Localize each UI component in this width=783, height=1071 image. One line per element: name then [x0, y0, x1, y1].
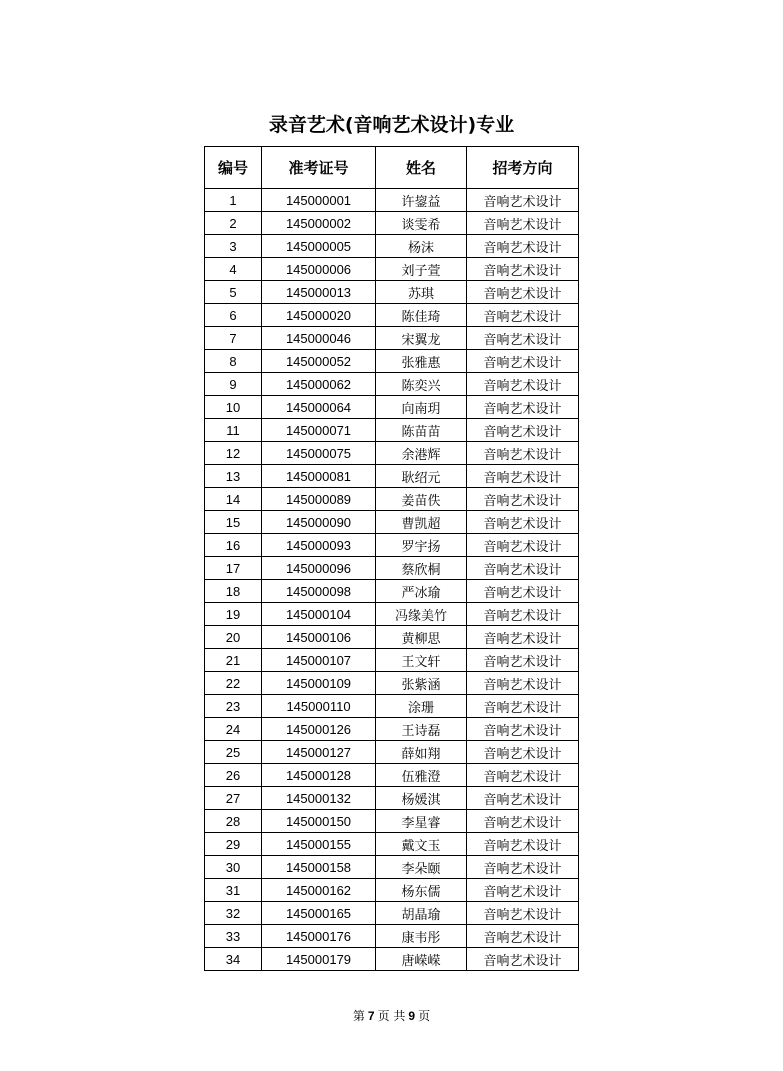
ticket-number: 145000093: [262, 534, 376, 557]
candidate-name: 黄柳思: [376, 626, 467, 649]
ticket-number: 145000158: [262, 856, 376, 879]
row-number: 4: [205, 258, 262, 281]
row-number: 9: [205, 373, 262, 396]
ticket-number: 145000155: [262, 833, 376, 856]
ticket-number: 145000081: [262, 465, 376, 488]
row-number: 7: [205, 327, 262, 350]
row-number: 29: [205, 833, 262, 856]
ticket-number: 145000052: [262, 350, 376, 373]
candidate-name: 蔡欣桐: [376, 557, 467, 580]
candidate-name: 陈奕兴: [376, 373, 467, 396]
row-number: 14: [205, 488, 262, 511]
footer-middle: 页 共: [377, 1009, 406, 1023]
ticket-number: 145000013: [262, 281, 376, 304]
row-number: 19: [205, 603, 262, 626]
row-number: 20: [205, 626, 262, 649]
exam-direction: 音响艺术设计: [467, 442, 579, 465]
ticket-number: 145000089: [262, 488, 376, 511]
ticket-number: 145000106: [262, 626, 376, 649]
row-number: 17: [205, 557, 262, 580]
candidate-name: 向南玥: [376, 396, 467, 419]
exam-direction: 音响艺术设计: [467, 810, 579, 833]
candidate-name: 宋翼龙: [376, 327, 467, 350]
row-number: 16: [205, 534, 262, 557]
exam-direction: 音响艺术设计: [467, 925, 579, 948]
table-row: [205, 810, 579, 833]
page-title: 录音艺术(音响艺术设计)专业: [268, 114, 515, 136]
exam-direction: 音响艺术设计: [467, 603, 579, 626]
ticket-number: 145000107: [262, 649, 376, 672]
table-row: [205, 856, 579, 879]
exam-direction: 音响艺术设计: [467, 764, 579, 787]
candidate-name: 罗宇扬: [376, 534, 467, 557]
exam-direction: 音响艺术设计: [467, 557, 579, 580]
candidate-name: 曹凯超: [376, 511, 467, 534]
exam-direction: 音响艺术设计: [467, 787, 579, 810]
admission-table: [204, 146, 579, 971]
row-number: 26: [205, 764, 262, 787]
exam-direction: 音响艺术设计: [467, 902, 579, 925]
exam-direction: 音响艺术设计: [467, 649, 579, 672]
exam-direction: 音响艺术设计: [467, 948, 579, 971]
table-row: [205, 879, 579, 902]
exam-direction: 音响艺术设计: [467, 488, 579, 511]
table-row: [205, 419, 579, 442]
table-row: [205, 189, 579, 212]
exam-direction: 音响艺术设计: [467, 879, 579, 902]
exam-direction: 音响艺术设计: [467, 304, 579, 327]
row-number: 12: [205, 442, 262, 465]
row-number: 30: [205, 856, 262, 879]
table-row: [205, 258, 579, 281]
table-row: [205, 787, 579, 810]
candidate-name: 涂珊: [376, 695, 467, 718]
header-direction: 招考方向: [467, 147, 579, 189]
table-row: [205, 718, 579, 741]
table-row: [205, 350, 579, 373]
table-row: [205, 741, 579, 764]
exam-direction: 音响艺术设计: [467, 189, 579, 212]
candidate-name: 余港辉: [376, 442, 467, 465]
row-number: 2: [205, 212, 262, 235]
exam-direction: 音响艺术设计: [467, 235, 579, 258]
candidate-name: 谈雯希: [376, 212, 467, 235]
ticket-number: 145000150: [262, 810, 376, 833]
table-row: [205, 695, 579, 718]
candidate-name: 张紫涵: [376, 672, 467, 695]
row-number: 27: [205, 787, 262, 810]
ticket-number: 145000062: [262, 373, 376, 396]
exam-direction: 音响艺术设计: [467, 856, 579, 879]
exam-direction: 音响艺术设计: [467, 373, 579, 396]
header-ticket-number: 准考证号: [262, 147, 376, 189]
table-row: [205, 902, 579, 925]
exam-direction: 音响艺术设计: [467, 534, 579, 557]
exam-direction: 音响艺术设计: [467, 396, 579, 419]
table-row: [205, 948, 579, 971]
row-number: 25: [205, 741, 262, 764]
table-row: [205, 764, 579, 787]
table-row: [205, 557, 579, 580]
candidate-name: 王文轩: [376, 649, 467, 672]
table-row: [205, 603, 579, 626]
exam-direction: 音响艺术设计: [467, 672, 579, 695]
table-row: [205, 327, 579, 350]
ticket-number: 145000071: [262, 419, 376, 442]
candidate-name: 戴文玉: [376, 833, 467, 856]
exam-direction: 音响艺术设计: [467, 695, 579, 718]
ticket-number: 145000001: [262, 189, 376, 212]
row-number: 15: [205, 511, 262, 534]
candidate-name: 杨东儒: [376, 879, 467, 902]
table-row: [205, 465, 579, 488]
row-number: 10: [205, 396, 262, 419]
exam-direction: 音响艺术设计: [467, 327, 579, 350]
candidate-name: 陈佳琦: [376, 304, 467, 327]
ticket-number: 145000098: [262, 580, 376, 603]
row-number: 8: [205, 350, 262, 373]
table-row: [205, 925, 579, 948]
table-row: [205, 534, 579, 557]
row-number: 13: [205, 465, 262, 488]
candidate-name: 薛如翔: [376, 741, 467, 764]
ticket-number: 145000165: [262, 902, 376, 925]
row-number: 22: [205, 672, 262, 695]
row-number: 32: [205, 902, 262, 925]
row-number: 1: [205, 189, 262, 212]
ticket-number: 145000109: [262, 672, 376, 695]
table-row: [205, 304, 579, 327]
ticket-number: 145000162: [262, 879, 376, 902]
ticket-number: 145000075: [262, 442, 376, 465]
ticket-number: 145000127: [262, 741, 376, 764]
table-row: [205, 833, 579, 856]
ticket-number: 145000005: [262, 235, 376, 258]
ticket-number: 145000064: [262, 396, 376, 419]
footer-page-number: 7: [367, 1009, 375, 1023]
ticket-number: 145000090: [262, 511, 376, 534]
candidate-name: 伍雅澄: [376, 764, 467, 787]
row-number: 33: [205, 925, 262, 948]
table-row: [205, 580, 579, 603]
row-number: 34: [205, 948, 262, 971]
row-number: 31: [205, 879, 262, 902]
table-row: [205, 626, 579, 649]
candidate-name: 姜苗佚: [376, 488, 467, 511]
ticket-number: 145000128: [262, 764, 376, 787]
table-row: [205, 396, 579, 419]
table-row: [205, 649, 579, 672]
table-row: [205, 212, 579, 235]
ticket-number: 145000110: [262, 695, 376, 718]
row-number: 5: [205, 281, 262, 304]
candidate-name: 唐嵘嵘: [376, 948, 467, 971]
footer-prefix: 第: [352, 1009, 365, 1023]
exam-direction: 音响艺术设计: [467, 258, 579, 281]
ticket-number: 145000132: [262, 787, 376, 810]
exam-direction: 音响艺术设计: [467, 419, 579, 442]
row-number: 28: [205, 810, 262, 833]
table-row: [205, 511, 579, 534]
exam-direction: 音响艺术设计: [467, 212, 579, 235]
candidate-name: 陈苗苗: [376, 419, 467, 442]
table-header-row: [205, 147, 579, 189]
candidate-name: 刘子萱: [376, 258, 467, 281]
table-body: [205, 189, 579, 971]
ticket-number: 145000096: [262, 557, 376, 580]
table-row: [205, 488, 579, 511]
exam-direction: 音响艺术设计: [467, 718, 579, 741]
page-footer: [0, 1007, 783, 1024]
table-row: [205, 373, 579, 396]
candidate-name: 严冰瑜: [376, 580, 467, 603]
exam-direction: 音响艺术设计: [467, 350, 579, 373]
exam-direction: 音响艺术设计: [467, 741, 579, 764]
candidate-name: 许鋆益: [376, 189, 467, 212]
footer-total-pages: 9: [408, 1009, 416, 1023]
row-number: 3: [205, 235, 262, 258]
exam-direction: 音响艺术设计: [467, 281, 579, 304]
row-number: 6: [205, 304, 262, 327]
ticket-number: 145000046: [262, 327, 376, 350]
candidate-name: 苏琪: [376, 281, 467, 304]
candidate-name: 张雅惠: [376, 350, 467, 373]
candidate-name: 耿绍元: [376, 465, 467, 488]
row-number: 21: [205, 649, 262, 672]
ticket-number: 145000179: [262, 948, 376, 971]
candidate-name: 杨媛淇: [376, 787, 467, 810]
candidate-name: 杨沫: [376, 235, 467, 258]
row-number: 24: [205, 718, 262, 741]
candidate-name: 李星睿: [376, 810, 467, 833]
ticket-number: 145000006: [262, 258, 376, 281]
exam-direction: 音响艺术设计: [467, 833, 579, 856]
table-row: [205, 672, 579, 695]
ticket-number: 145000020: [262, 304, 376, 327]
exam-direction: 音响艺术设计: [467, 511, 579, 534]
exam-direction: 音响艺术设计: [467, 580, 579, 603]
header-number: 编号: [205, 147, 262, 189]
table-row: [205, 235, 579, 258]
ticket-number: 145000126: [262, 718, 376, 741]
candidate-name: 李朵颐: [376, 856, 467, 879]
row-number: 23: [205, 695, 262, 718]
ticket-number: 145000002: [262, 212, 376, 235]
candidate-name: 王诗磊: [376, 718, 467, 741]
footer-suffix: 页: [418, 1009, 431, 1023]
ticket-number: 145000104: [262, 603, 376, 626]
row-number: 11: [205, 419, 262, 442]
candidate-name: 胡晶瑜: [376, 902, 467, 925]
candidate-name: 冯缘美竹: [376, 603, 467, 626]
candidate-name: 康韦彤: [376, 925, 467, 948]
exam-direction: 音响艺术设计: [467, 465, 579, 488]
ticket-number: 145000176: [262, 925, 376, 948]
row-number: 18: [205, 580, 262, 603]
exam-direction: 音响艺术设计: [467, 626, 579, 649]
header-name: 姓名: [376, 147, 467, 189]
table-row: [205, 442, 579, 465]
table-row: [205, 281, 579, 304]
